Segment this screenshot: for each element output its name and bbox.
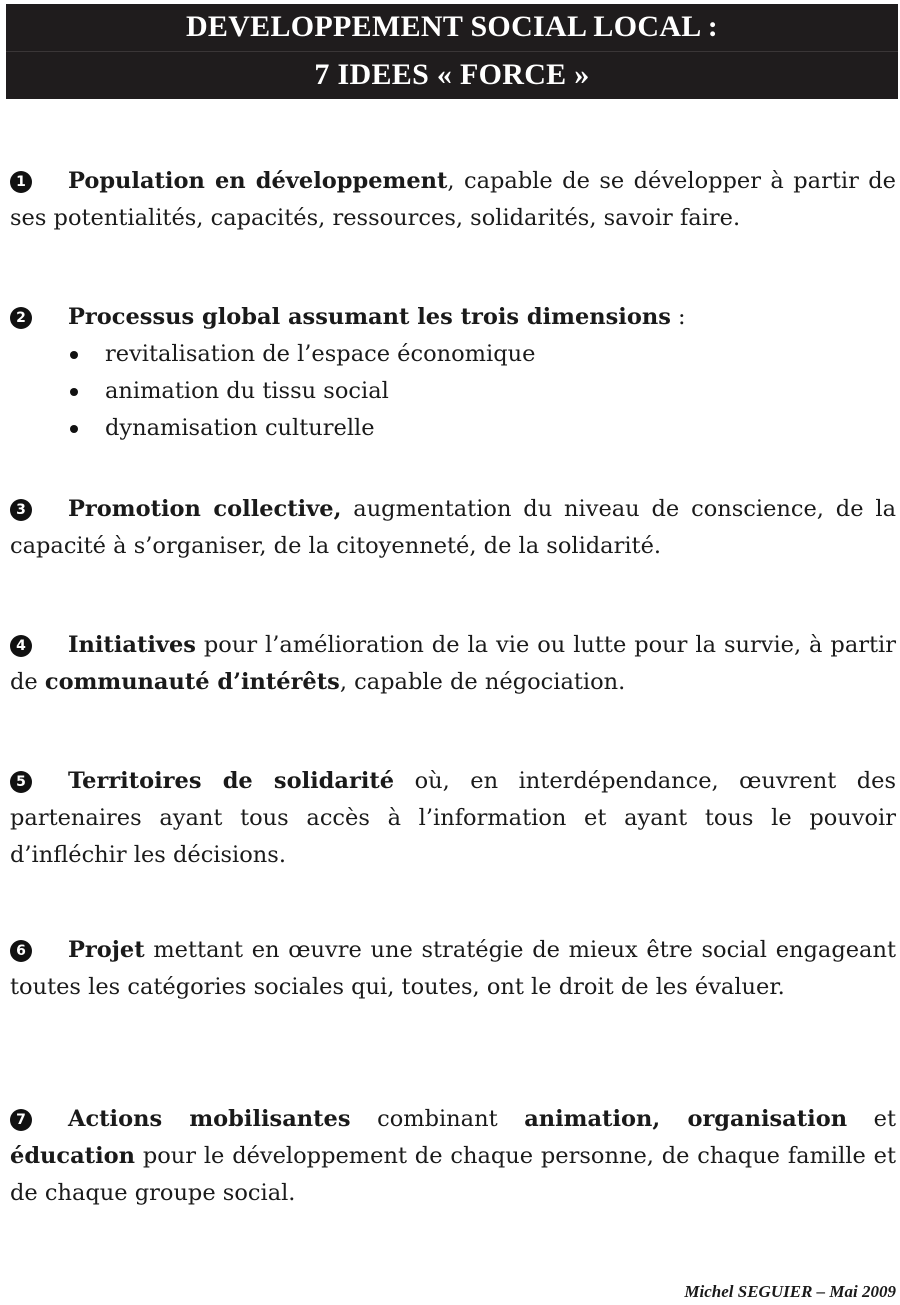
idea-heading: Promotion collective, bbox=[68, 496, 342, 522]
idea-heading: Population en développement bbox=[68, 168, 448, 194]
number-badge-icon: 4 bbox=[10, 635, 32, 657]
idea-text: , capable de se développer à partir de ses potentialités, capacités, ressources, solidarités, savoir faire. bbox=[10, 168, 896, 231]
idea-heading: Projet bbox=[68, 937, 145, 963]
idea-6 bbox=[10, 932, 896, 1006]
idea-3 bbox=[10, 491, 896, 565]
idea-text: pour le développement de chaque personne, de chaque famille et de chaque groupe social. bbox=[10, 1143, 896, 1206]
number-badge-icon: 7 bbox=[10, 1109, 32, 1131]
title-line-2: 7 IDEES « FORCE » bbox=[6, 51, 898, 99]
idea-emphasis: communauté d’intérêts bbox=[44, 669, 340, 695]
idea-7 bbox=[10, 1101, 896, 1212]
number-badge-icon: 6 bbox=[10, 940, 32, 962]
list-item: revitalisation de l’espace économique bbox=[70, 336, 896, 373]
author-signature: Michel SEGUIER – Mai 2009 bbox=[684, 1282, 896, 1301]
dimensions-list bbox=[10, 336, 896, 447]
idea-text: combinant bbox=[350, 1106, 525, 1132]
idea-2 bbox=[10, 299, 896, 447]
idea-text: où, en interdépendance, œuvrent des partenaires ayant tous accès à l’information et ayant tous le pouvoir d’infléchir les décisions. bbox=[10, 768, 896, 868]
idea-text: pour l’amélioration de la vie ou lutte pour la survie, à partir de bbox=[10, 632, 896, 695]
idea-heading: Processus global assumant les trois dimensions bbox=[68, 304, 671, 330]
title-banner bbox=[6, 4, 898, 99]
idea-4 bbox=[10, 627, 896, 701]
idea-heading: Territoires de solidarité bbox=[68, 768, 395, 794]
list-item: animation du tissu social bbox=[70, 373, 896, 410]
idea-text: et bbox=[847, 1106, 896, 1132]
idea-heading: Initiatives bbox=[68, 632, 196, 658]
idea-heading: Actions mobilisantes bbox=[68, 1106, 351, 1132]
number-badge-icon: 1 bbox=[10, 171, 32, 193]
idea-1 bbox=[10, 163, 896, 237]
idea-text: augmentation du niveau de conscience, de la capacité à s’organiser, de la citoyenneté, de la solidarité. bbox=[10, 496, 896, 559]
idea-emphasis: animation, organisation bbox=[524, 1106, 848, 1132]
idea-text: , capable de négociation. bbox=[339, 669, 626, 695]
idea-emphasis: éducation bbox=[10, 1143, 135, 1169]
number-badge-icon: 2 bbox=[10, 307, 32, 329]
title-line-1: DEVELOPPEMENT SOCIAL LOCAL : bbox=[185, 10, 719, 43]
idea-text: : bbox=[670, 304, 686, 330]
list-item: dynamisation culturelle bbox=[70, 410, 896, 447]
idea-5 bbox=[10, 763, 896, 874]
number-badge-icon: 3 bbox=[10, 499, 32, 521]
number-badge-icon: 5 bbox=[10, 771, 32, 793]
idea-text: mettant en œuvre une stratégie de mieux être social engageant toutes les catégories sociales qui, toutes, ont le droit de les évaluer. bbox=[10, 937, 896, 1000]
